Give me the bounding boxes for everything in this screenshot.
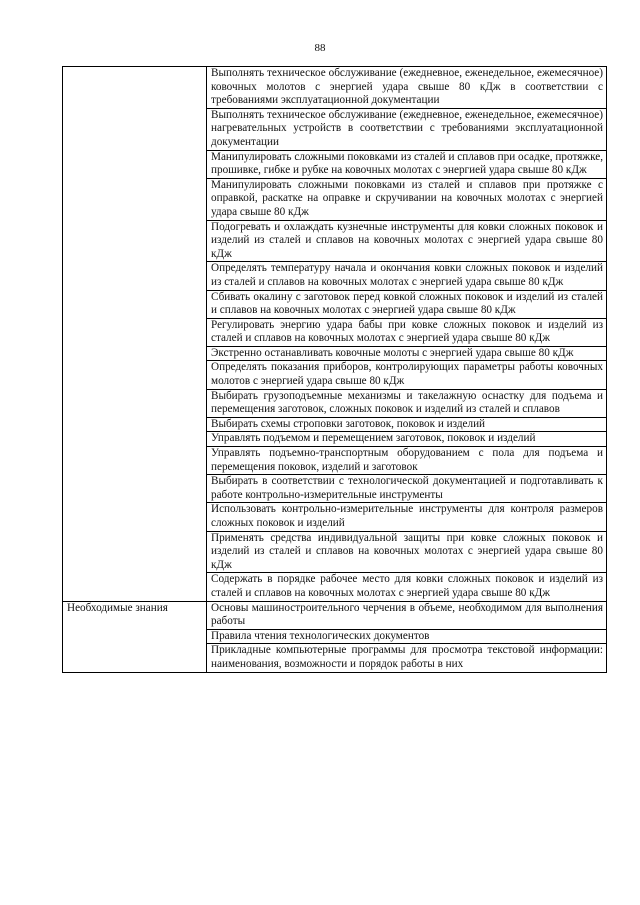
row-description: Прикладные компьютерные программы для просмотра текстовой информации: наименования, возможности и порядок работы в них [207, 644, 607, 672]
table-row [63, 67, 607, 109]
row-description: Правила чтения технологических документов [207, 629, 607, 644]
page-number: 88 [314, 42, 326, 54]
row-description: Сбивать окалину с заготовок перед ковкой сложных поковок и изделий из сталей и сплавов на ковочных молотах с энергией удара свыше 80 кДж [207, 290, 607, 318]
row-description: Содержать в порядке рабочее место для ковки сложных поковок и изделий из сталей и сплавов на ковочных молотах с энергией удара свыше 80 кДж [207, 573, 607, 601]
row-description: Управлять подъемом и перемещением заготовок, поковок и изделий [207, 432, 607, 447]
row-description: Применять средства индивидуальной защиты при ковке сложных поковок и изделий из сталей и сплавов на ковочных молотах с энергией удара свыше 80 кДж [207, 531, 607, 573]
section-label: Необходимые знания [63, 601, 207, 672]
row-description: Выбирать в соответствии с технологической документацией и подготавливать к работе контрольно-измерительные инструменты [207, 475, 607, 503]
row-description: Определять температуру начала и окончания ковки сложных поковок и изделий из сталей и сплавов на ковочных молотах с энергией удара свыше 80 кДж [207, 262, 607, 290]
row-description: Выполнять техническое обслуживание (ежедневное, еженедельное, ежемесячное) ковочных молотов с энергией удара свыше 80 кДж в соответствии с требованиями эксплуатационной документации [207, 67, 607, 109]
requirements-table [62, 66, 607, 673]
row-description: Выбирать грузоподъемные механизмы и такелажную оснастку для подъема и перемещения заготовок, сложных поковок и изделий из сталей и сплавов [207, 389, 607, 417]
row-description: Определять показания приборов, контролирующих параметры работы ковочных молотов с энергией удара свыше 80 кДж [207, 361, 607, 389]
table-body [63, 67, 607, 673]
row-description: Использовать контрольно-измерительные инструменты для контроля размеров сложных поковок и изделий [207, 503, 607, 531]
section-label-empty [63, 67, 207, 602]
row-description: Экстренно останавливать ковочные молоты с энергией удара свыше 80 кДж [207, 346, 607, 361]
row-description: Выбирать схемы строповки заготовок, поковок и изделий [207, 417, 607, 432]
row-description: Управлять подъемно-транспортным оборудованием с пола для подъема и перемещения поковок, изделий и заготовок [207, 447, 607, 475]
table-row [63, 601, 607, 629]
row-description: Манипулировать сложными поковками из сталей и сплавов при осадке, протяжке, прошивке, гибке и рубке на ковочных молотах с энергией удара свыше 80 кДж [207, 150, 607, 178]
row-description: Манипулировать сложными поковками из сталей и сплавов при протяжке с оправкой, раскатке на оправке и скручивании на ковочных молотах с энергией удара свыше 80 кДж [207, 178, 607, 220]
row-description: Регулировать энергию удара бабы при ковке сложных поковок и изделий из сталей и сплавов на ковочных молотах с энергией удара свыше 80 кДж [207, 318, 607, 346]
row-description: Основы машиностроительного черчения в объеме, необходимом для выполнения работы [207, 601, 607, 629]
row-description: Подогревать и охлаждать кузнечные инструменты для ковки сложных поковок и изделий из сталей и сплавов на ковочных молотах с энергией удара свыше 80 кДж [207, 220, 607, 262]
row-description: Выполнять техническое обслуживание (ежедневное, еженедельное, ежемесячное) нагревательных устройств в соответствии с требованиями эксплуатационной документации [207, 108, 607, 150]
